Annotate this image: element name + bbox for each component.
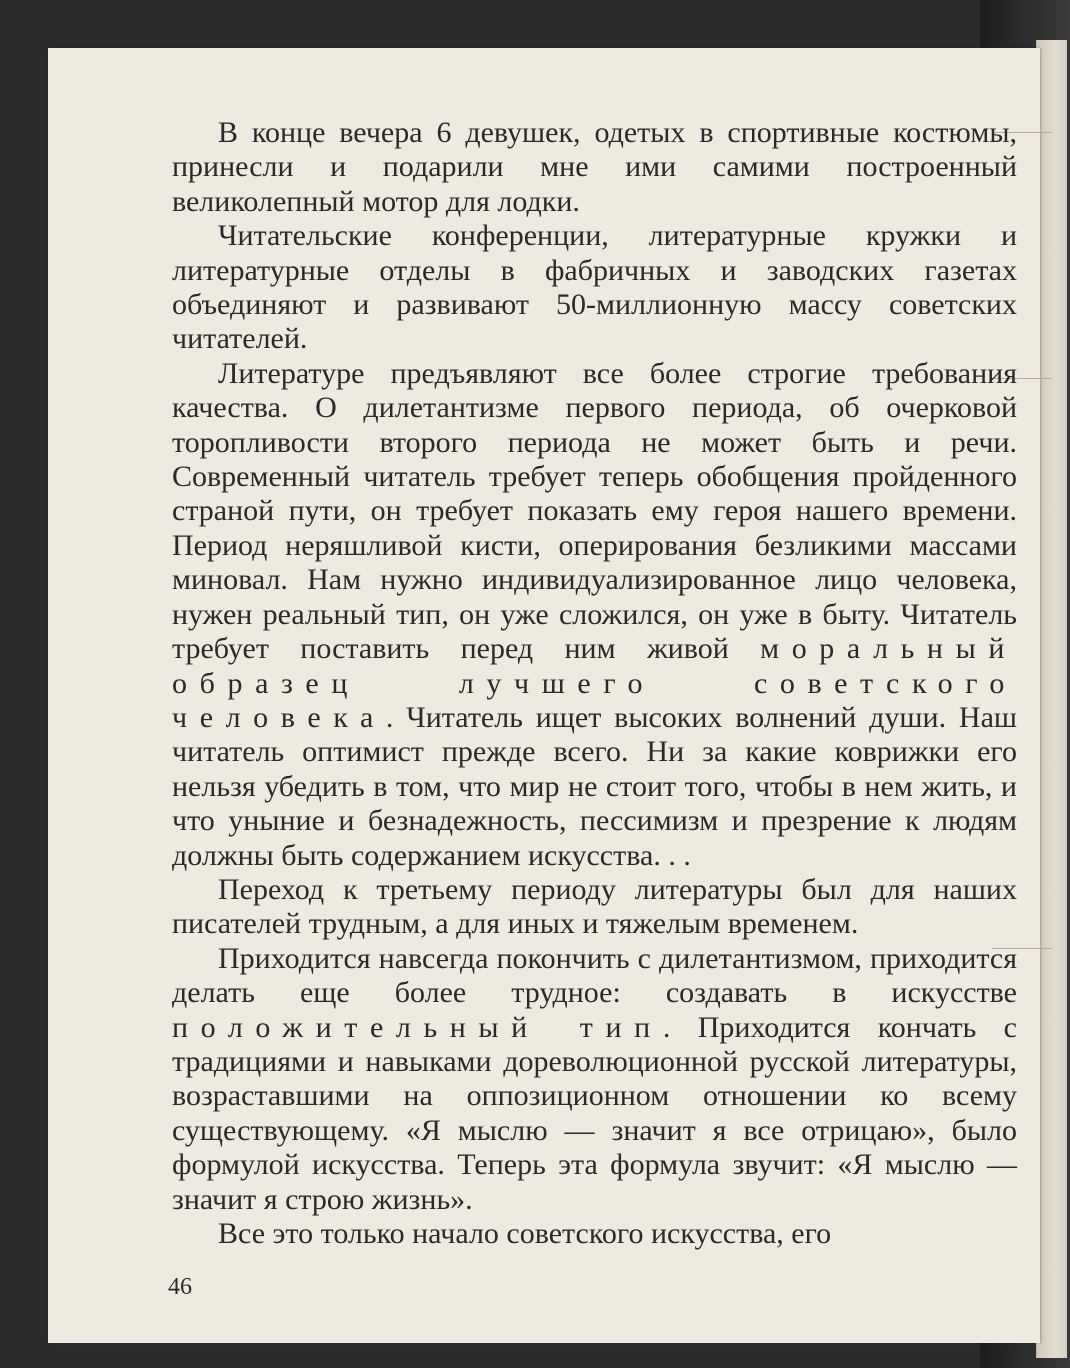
paragraph-text: Приходится навсегда покончить с дилетантизмом, приходится делать еще более трудное: создавать в искусстве	[172, 941, 1017, 1010]
paragraph	[172, 116, 1017, 219]
paragraph-text: Литературе предъявляют все более строгие требования качества. О дилетантизме первого периода, об очерковой торопливости второго периода не может быть и речи. Современный читатель требует теперь обобщения пройденного страной пути, он требует показать ему героя нашего времени. Период неряшливой кисти, оперирования безликими массами миновал. Нам нужно индивидуализированное лицо человека, нужен реальный тип, он уже сложился, он уже в быту. Читатель требует поставить перед ним живой	[172, 356, 1017, 666]
paragraph-text: Переход к третьему периоду литературы был для наших писателей трудным, а для иных и тяжелым временем.	[172, 872, 1017, 941]
paragraph	[172, 1217, 1017, 1251]
paragraph	[172, 873, 1017, 942]
body-text	[172, 116, 1017, 1251]
next-page-edge	[1036, 40, 1067, 1358]
paragraph-text: . Приходится кончать с традициями и навыками дореволюционной русской литературы, возраставшими на оппозиционном отношении ко всему существующему. «Я мыслю — значит я все отрицаю», было формулой искусства. Теперь эта формула звучит: «Я мыслю — значит я строю жизнь».	[172, 1010, 1017, 1216]
paragraph	[172, 219, 1017, 357]
paragraph	[172, 357, 1017, 873]
page-number: 46	[168, 1274, 192, 1300]
spaced-emphasis: положительный тип	[172, 1010, 663, 1044]
paragraph-text: Читательские конференции, литературные кружки и литературные отделы в фабричных и заводских газетах объединяют и развивают 50-миллионную массу советских читателей.	[172, 219, 1017, 356]
paragraph-text: Все это только начало советского искусства, его	[218, 1217, 832, 1250]
paragraph	[172, 942, 1017, 1217]
paragraph-text: В конце вечера 6 девушек, одетых в спортивные костюмы, принесли и подарили мне ими самими построенный великолепный мотор для лодки.	[172, 116, 1017, 218]
book-page	[48, 48, 1040, 1343]
paragraph-text: . Читатель ищет высоких волнений души. Наш читатель оптимист прежде всего. Ни за какие коврижки его нельзя убедить в том, что мир не стоит того, чтобы в нем жить, и что уныние и безнадежность, пессимизм и презрение к людям должны быть содержанием искусства. . .	[172, 700, 1017, 872]
spaced-emphasis: моральный образец лучшего советского человека	[172, 632, 1017, 734]
